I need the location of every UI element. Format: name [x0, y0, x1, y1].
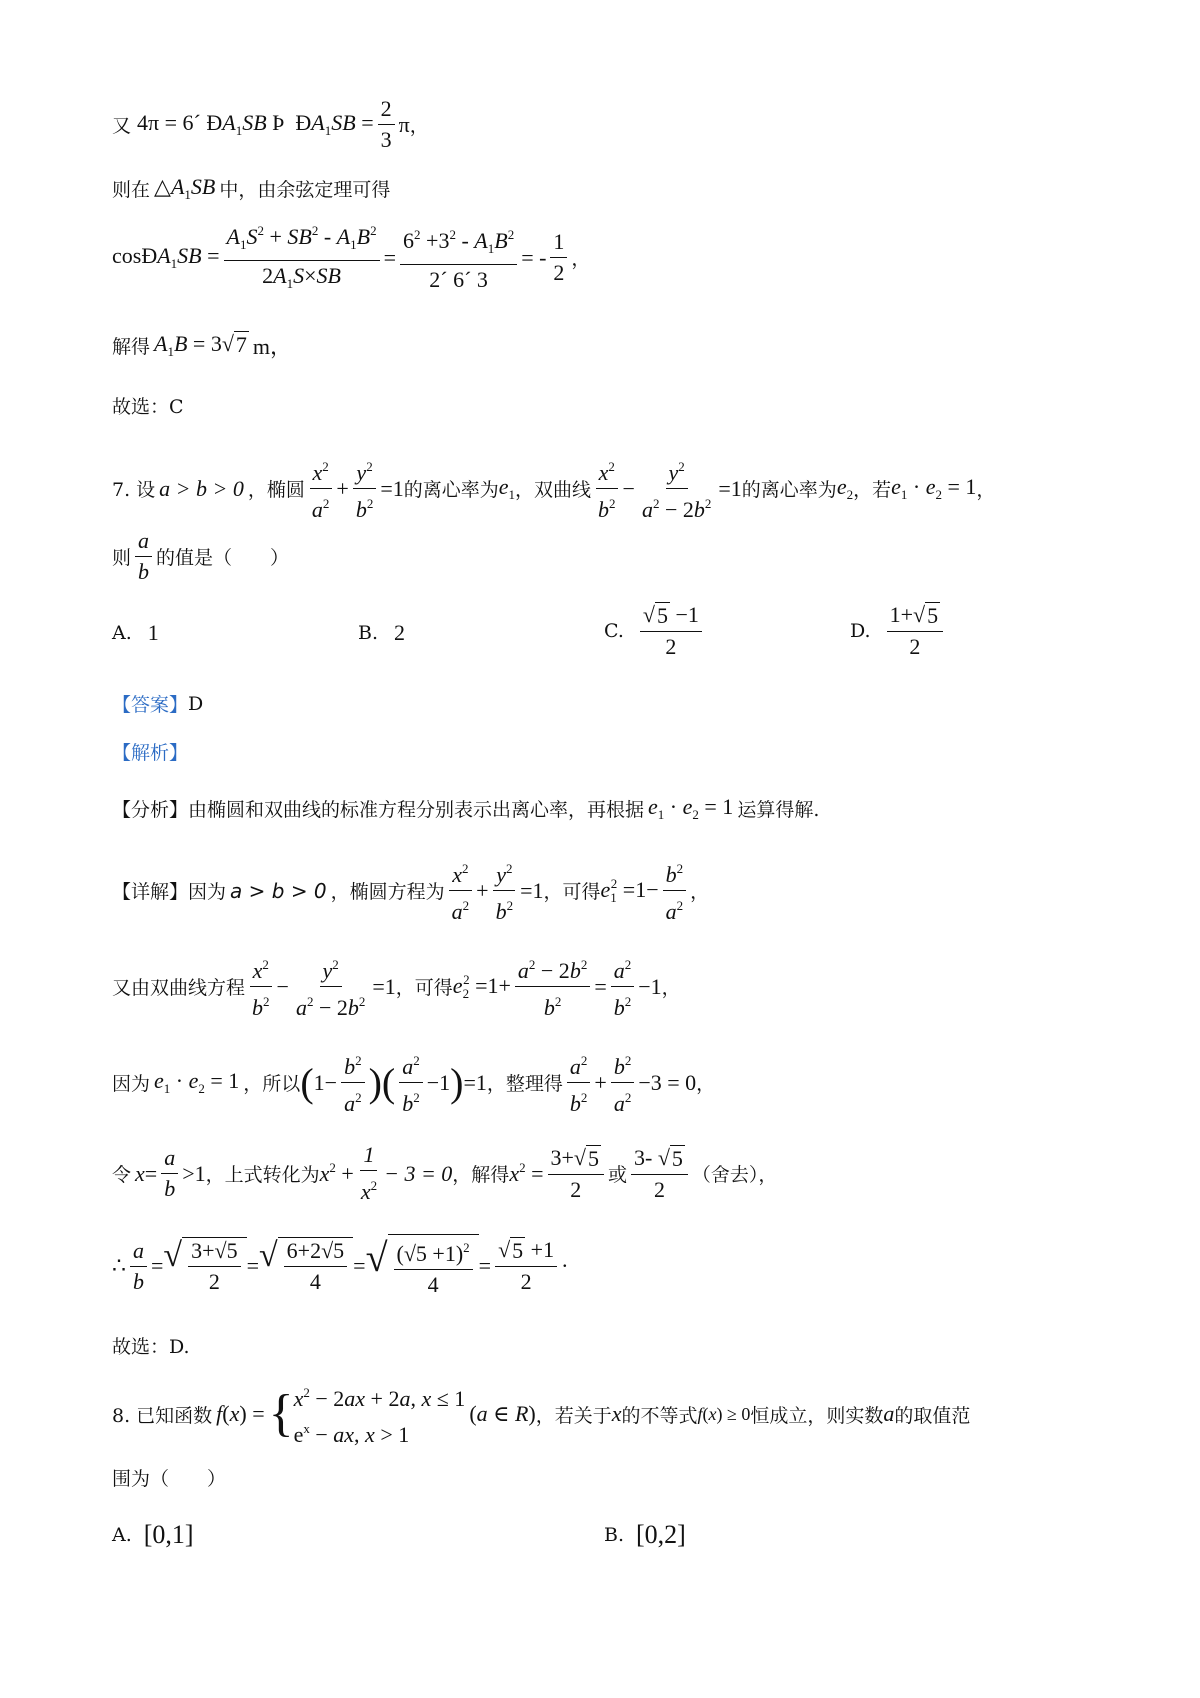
option-c[interactable]: C. √ 5 −1 2	[604, 602, 706, 660]
text: ，上式转化为	[205, 1164, 320, 1186]
option-value: 1	[147, 620, 159, 645]
solution-line-angle: 又 4π = 6´ $ĐA_1SB$ Þ $ĐA_1SB$ = $\frac{2}{3}$ π ，	[112, 96, 429, 152]
text: ，	[409, 115, 429, 137]
solution-result: 解得 $A_1B = 3$ √ 7 m，	[112, 331, 293, 359]
text: 或	[608, 1164, 628, 1186]
text: 由椭圆和双曲线的标准方程分别表示出离心率，再根据	[188, 799, 645, 821]
cosine-formula: cosĐA$_1$SB = $\frac{A_1S^2 + SB^2 - A_1B^2}{2A_1S\times SB}$ = $\frac{6^2 +3^2 - A_1B^2}{2´ 6´ 3}$ = - $\frac{1}{2}$ ，	[112, 218, 590, 297]
text: 的离心率为	[403, 479, 499, 501]
detail-line4: 令 x = $\frac{a}{b}$ >1 ，上式转化为 $x^2$ + $\frac{1}{x^2}$ − 3 = 0 ，解得 $x^2$ = 3+ √ 5 2 或 3- √ 5 2 （舍去），	[112, 1142, 778, 1204]
text: ，椭圆	[247, 479, 305, 501]
option-b[interactable]	[604, 1520, 686, 1550]
option-a[interactable]	[112, 1520, 194, 1550]
option-label: B.	[604, 1524, 625, 1546]
text: 又由双曲线方程	[112, 977, 246, 999]
detail-tag: 【详解】	[112, 881, 189, 903]
solution-line-cosine-intro: 则在 $\triangle A_1SB$ 中，由余弦定理可得	[112, 174, 391, 202]
text: 令	[112, 1164, 132, 1186]
text: ，可得	[395, 977, 453, 999]
option-b[interactable]	[358, 620, 405, 646]
text: m，	[252, 334, 293, 359]
option-label: C.	[604, 620, 624, 642]
text: 7. 设	[112, 479, 156, 501]
text: ，若关于	[535, 1404, 612, 1427]
option-label: A.	[112, 1524, 132, 1546]
text: 8. 已知函数	[112, 1404, 213, 1427]
text: ，若	[853, 479, 892, 501]
fenxi-tag: 【分析】	[112, 799, 189, 821]
text: ，所以	[243, 1073, 301, 1095]
option-value: [0,1]	[143, 1520, 194, 1549]
text: 因为	[188, 881, 227, 903]
text: 运算得解.	[737, 799, 820, 821]
detail-line5: ∴ $\frac{a}{b}$ = √ $\frac{3+√5}{2}$ = √ $\frac{6+2√5}{4}$ = √ $\frac{(√5 +1)^2}{4}$ = √ 5 +1 2 ·	[112, 1235, 569, 1297]
text: 恒成立，则实数	[750, 1404, 884, 1427]
detail-line3: 因为 $e_1 \cdot e_2 = 1$ ，所以 ( 1− $\frac{b^2}{a^2}$ )( $\frac{a^2}{b^2}$ −1 ) =1 ，整理得 $\frac{a^2}{b^2}$ + $\frac{b^2}{a^2}$ −3 = 0 ，	[112, 1048, 715, 1117]
text: 则在	[112, 179, 151, 201]
text: 因为	[112, 1073, 151, 1095]
text: 故选：D.	[112, 1336, 190, 1358]
text: ，双曲线	[515, 479, 592, 501]
text: 解得	[112, 336, 151, 358]
analysis-line	[112, 738, 188, 765]
answer-tag: 【答案】	[112, 694, 189, 716]
option-label: B.	[358, 622, 379, 644]
answer-value: D	[188, 692, 204, 715]
fenxi-line: 【分析】 由椭圆和双曲线的标准方程分别表示出离心率，再根据 $e_1 \cdot e_2 = 1$ 运算得解.	[112, 794, 820, 822]
question-8-line2	[112, 1464, 226, 1491]
text: 的不等式	[621, 1404, 698, 1427]
option-label: A.	[112, 622, 132, 644]
text: 故选：C	[112, 396, 184, 418]
text: 的离心率为	[741, 479, 837, 501]
option-d[interactable]: D. 1+ √ 5 2	[850, 602, 947, 660]
text: 又	[112, 115, 132, 137]
option-a[interactable]	[112, 620, 159, 646]
option-value: 2	[394, 620, 406, 645]
detail-line2: 又由双曲线方程 $\frac{x^2}{b^2}$ − $\frac{y^2}{a^2 - 2b^2}$ =1 ，可得 $e_2^2 =1+$ $\frac{a^2 - 2b^2}{b^2}$ = $\frac{a^2}{b^2}$ −1 ，	[112, 952, 681, 1021]
text: 的值是（ ）	[156, 547, 290, 569]
question-7-line2: 则 $\frac{a}{b}$ 的值是（ ）	[112, 528, 290, 584]
text: ，椭圆方程为	[330, 881, 445, 903]
detail-line1: 【详解】 因为 a > b > 0 ，椭圆方程为 $\frac{x^2}{a^2}$ + $\frac{y^2}{b^2}$ =1 ，可得 $e_1^2 =1-$ $\frac{b^2}{a^2}$ ，	[112, 856, 709, 925]
analysis-tag: 【解析】	[112, 742, 189, 764]
text: ，整理得	[486, 1073, 563, 1095]
text: ，可得	[543, 881, 601, 903]
text: （舍去），	[691, 1164, 778, 1186]
text: ，解得	[452, 1164, 510, 1186]
choice-c	[112, 392, 184, 419]
question-8: 8. 已知函数 f(x) = { $x^2 - 2ax + 2a$, x ≤ 1 $e^x$ − ax, x > 1 (a ∈ R) ，若关于 x 的不等式 f(x) ≥ 0 恒成立，则实数 a 的取值范	[112, 1385, 971, 1447]
option-label: D.	[850, 620, 871, 642]
final-choice-line	[112, 1332, 190, 1359]
text: 则	[112, 547, 132, 569]
text: 中，由余弦定理可得	[219, 179, 391, 201]
text: 围为（ ）	[112, 1468, 227, 1490]
answer-line	[112, 690, 203, 717]
text: 的取值范	[894, 1404, 971, 1427]
option-value: [0,2]	[636, 1520, 686, 1549]
question-7: 7. 设 a > b > 0 ，椭圆 $\frac{x^2}{a^2}$ + $\frac{y^2}{b^2}$ =1 的离心率为 $e_1$ ，双曲线 $\frac{x^2}{b^2}$ − $\frac{y^2}{a^2 - 2b^2}$ =1 的离心率为 $e_2$ ，若 $e_1 \cdot e_2 = 1$ ，	[112, 454, 995, 523]
